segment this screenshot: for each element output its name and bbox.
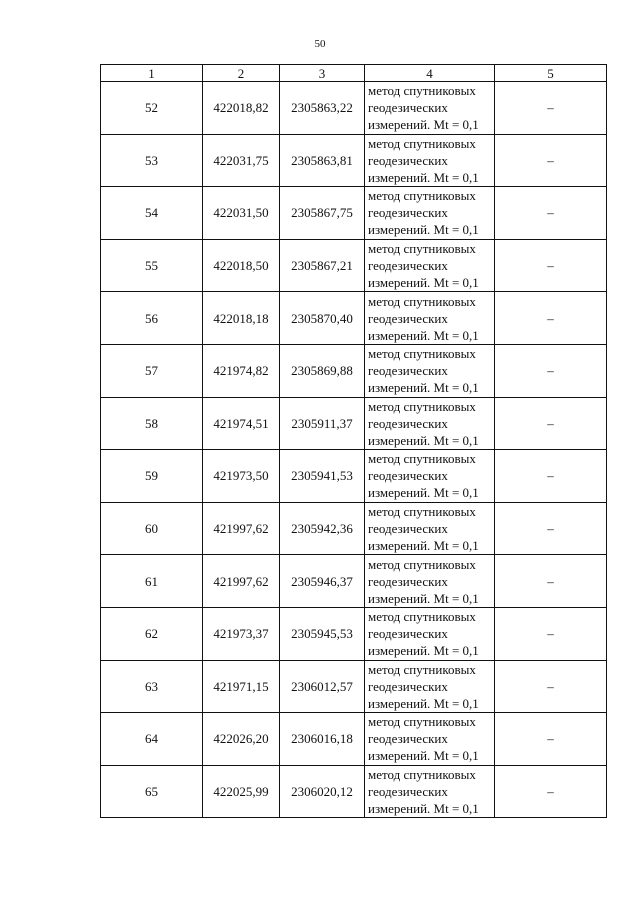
table-row	[101, 765, 607, 818]
y-coordinate-cell: 2305941,53	[280, 450, 365, 503]
table-body	[101, 82, 607, 818]
point-number-cell: 62	[101, 607, 203, 660]
method-line: измерений. Mt = 0,1	[368, 169, 479, 185]
y-coordinate-cell: 2306020,12	[280, 765, 365, 818]
x-coordinate-cell: 421973,50	[203, 450, 280, 503]
method-line: геодезических	[368, 468, 448, 484]
y-coordinate-cell: 2306016,18	[280, 713, 365, 766]
method-cell	[365, 713, 495, 766]
method-line: метод спутниковых	[368, 504, 476, 520]
point-number-cell: 54	[101, 187, 203, 240]
x-coordinate-cell: 422031,75	[203, 134, 280, 187]
method-line: геодезических	[368, 521, 448, 537]
column-header: 1	[101, 65, 203, 82]
table-header-row	[101, 65, 607, 82]
column-header: 2	[203, 65, 280, 82]
method-cell	[365, 502, 495, 555]
x-coordinate-cell: 422031,50	[203, 187, 280, 240]
point-number-cell: 56	[101, 292, 203, 345]
method-line: измерений. Mt = 0,1	[368, 695, 479, 711]
column-header: 5	[495, 65, 607, 82]
point-number-cell: 53	[101, 134, 203, 187]
note-cell: –	[495, 344, 607, 397]
page-number: 50	[314, 38, 326, 50]
method-cell	[365, 607, 495, 660]
table-row	[101, 292, 607, 345]
coordinates-table	[100, 64, 607, 818]
note-cell: –	[495, 187, 607, 240]
method-line: измерений. Mt = 0,1	[368, 748, 479, 764]
method-line: метод спутниковых	[368, 661, 476, 677]
point-number-cell: 52	[101, 82, 203, 135]
method-line: геодезических	[368, 731, 448, 747]
x-coordinate-cell: 422018,82	[203, 82, 280, 135]
x-coordinate-cell: 422026,20	[203, 713, 280, 766]
x-coordinate-cell: 421997,62	[203, 555, 280, 608]
method-cell	[365, 660, 495, 713]
method-line: геодезических	[368, 573, 448, 589]
note-cell: –	[495, 555, 607, 608]
x-coordinate-cell: 421974,82	[203, 344, 280, 397]
table-row	[101, 397, 607, 450]
method-cell	[365, 450, 495, 503]
note-cell: –	[495, 502, 607, 555]
table-row	[101, 555, 607, 608]
note-cell: –	[495, 82, 607, 135]
note-cell: –	[495, 607, 607, 660]
method-cell	[365, 344, 495, 397]
method-line: метод спутниковых	[368, 609, 476, 625]
method-line: метод спутниковых	[368, 188, 476, 204]
method-cell	[365, 82, 495, 135]
method-line: метод спутниковых	[368, 241, 476, 257]
point-number-cell: 63	[101, 660, 203, 713]
x-coordinate-cell: 422018,18	[203, 292, 280, 345]
point-number-cell: 61	[101, 555, 203, 608]
x-coordinate-cell: 422025,99	[203, 765, 280, 818]
method-line: метод спутниковых	[368, 451, 476, 467]
method-line: геодезических	[368, 152, 448, 168]
method-line: измерений. Mt = 0,1	[368, 801, 479, 817]
note-cell: –	[495, 292, 607, 345]
method-line: геодезических	[368, 310, 448, 326]
y-coordinate-cell: 2305911,37	[280, 397, 365, 450]
note-cell: –	[495, 660, 607, 713]
method-line: метод спутниковых	[368, 83, 476, 99]
x-coordinate-cell: 421971,15	[203, 660, 280, 713]
method-cell	[365, 765, 495, 818]
note-cell: –	[495, 134, 607, 187]
x-coordinate-cell: 421997,62	[203, 502, 280, 555]
table-row	[101, 82, 607, 135]
point-number-cell: 57	[101, 344, 203, 397]
method-cell	[365, 292, 495, 345]
point-number-cell: 65	[101, 765, 203, 818]
table-row	[101, 187, 607, 240]
method-line: геодезических	[368, 626, 448, 642]
table-row	[101, 502, 607, 555]
method-line: метод спутниковых	[368, 398, 476, 414]
point-number-cell: 60	[101, 502, 203, 555]
note-cell: –	[495, 450, 607, 503]
method-line: измерений. Mt = 0,1	[368, 275, 479, 291]
table-row	[101, 344, 607, 397]
method-line: геодезических	[368, 678, 448, 694]
y-coordinate-cell: 2305946,37	[280, 555, 365, 608]
method-line: метод спутниковых	[368, 346, 476, 362]
y-coordinate-cell: 2305942,36	[280, 502, 365, 555]
point-number-cell: 55	[101, 239, 203, 292]
table-row	[101, 713, 607, 766]
x-coordinate-cell: 421973,37	[203, 607, 280, 660]
table-row	[101, 134, 607, 187]
method-line: геодезических	[368, 100, 448, 116]
method-line: геодезических	[368, 784, 448, 800]
y-coordinate-cell: 2305870,40	[280, 292, 365, 345]
note-cell: –	[495, 397, 607, 450]
method-line: измерений. Mt = 0,1	[368, 485, 479, 501]
method-line: измерений. Mt = 0,1	[368, 222, 479, 238]
column-header: 4	[365, 65, 495, 82]
table-row	[101, 660, 607, 713]
table-row	[101, 239, 607, 292]
column-header: 3	[280, 65, 365, 82]
method-cell	[365, 187, 495, 240]
method-line: измерений. Mt = 0,1	[368, 643, 479, 659]
method-line: геодезических	[368, 415, 448, 431]
method-line: геодезических	[368, 258, 448, 274]
method-cell	[365, 239, 495, 292]
point-number-cell: 59	[101, 450, 203, 503]
method-line: метод спутниковых	[368, 714, 476, 730]
note-cell: –	[495, 239, 607, 292]
method-line: измерений. Mt = 0,1	[368, 538, 479, 554]
x-coordinate-cell: 421974,51	[203, 397, 280, 450]
method-cell	[365, 397, 495, 450]
method-line: метод спутниковых	[368, 556, 476, 572]
x-coordinate-cell: 422018,50	[203, 239, 280, 292]
y-coordinate-cell: 2305863,22	[280, 82, 365, 135]
method-line: метод спутниковых	[368, 767, 476, 783]
method-line: измерений. Mt = 0,1	[368, 590, 479, 606]
method-line: метод спутниковых	[368, 135, 476, 151]
method-line: метод спутниковых	[368, 293, 476, 309]
method-cell	[365, 134, 495, 187]
method-line: измерений. Mt = 0,1	[368, 117, 479, 133]
y-coordinate-cell: 2305869,88	[280, 344, 365, 397]
y-coordinate-cell: 2305945,53	[280, 607, 365, 660]
y-coordinate-cell: 2305867,21	[280, 239, 365, 292]
method-line: измерений. Mt = 0,1	[368, 380, 479, 396]
table-row	[101, 450, 607, 503]
y-coordinate-cell: 2305863,81	[280, 134, 365, 187]
table-row	[101, 607, 607, 660]
method-line: геодезических	[368, 363, 448, 379]
y-coordinate-cell: 2305867,75	[280, 187, 365, 240]
note-cell: –	[495, 765, 607, 818]
note-cell: –	[495, 713, 607, 766]
method-line: измерений. Mt = 0,1	[368, 327, 479, 343]
method-line: измерений. Mt = 0,1	[368, 432, 479, 448]
method-line: геодезических	[368, 205, 448, 221]
y-coordinate-cell: 2306012,57	[280, 660, 365, 713]
point-number-cell: 64	[101, 713, 203, 766]
method-cell	[365, 555, 495, 608]
point-number-cell: 58	[101, 397, 203, 450]
